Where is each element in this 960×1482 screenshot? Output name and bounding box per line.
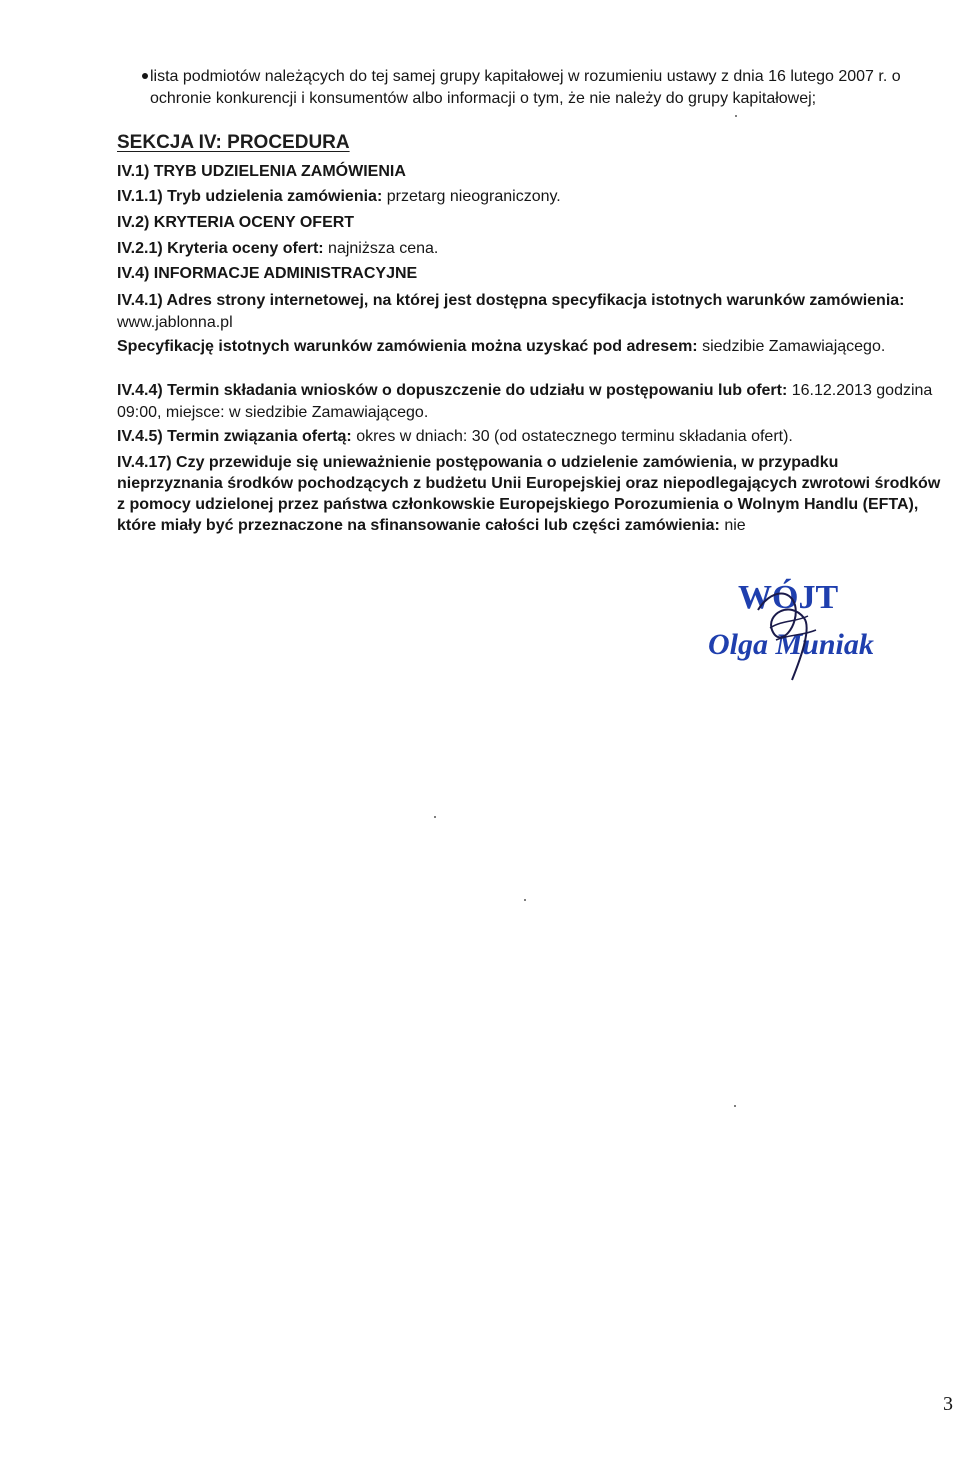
- iv21-value: najniższa cena.: [323, 240, 439, 257]
- bullet-list-item: [150, 66, 940, 110]
- page-number: 3: [943, 1393, 953, 1415]
- iv45-paragraph: [117, 426, 943, 448]
- iv1-heading: IV.1) TRYB UDZIELENIA ZAMÓWIENIA: [117, 163, 406, 180]
- iv44-label: IV.4.4) Termin składania wniosków o dopuszczenie do udziału w postępowaniu lub ofert:: [117, 382, 788, 399]
- iv11-label: IV.1.1) Tryb udzielenia zamówienia:: [117, 188, 383, 205]
- iv21-paragraph: [117, 238, 943, 260]
- iv44-paragraph: [117, 380, 943, 424]
- bullet-text: lista podmiotów należących do tej samej grupy kapitałowej w rozumieniu ustawy z dnia 16 lutego 2007 r. o ochronie konkurencji i konsumentów albo informacji o tym, że nie należy do grupy kapitałowej;: [150, 68, 901, 107]
- scan-speck: [735, 115, 737, 117]
- iv45-label: IV.4.5) Termin związania ofertą:: [117, 428, 352, 445]
- iv45-value: okres w dniach: 30 (od ostatecznego terminu składania ofert).: [351, 428, 793, 445]
- bullet-icon: [142, 73, 148, 79]
- iv417-label: IV.4.17) Czy przewiduje się unieważnienie postępowania o udzielenie zamówienia, w przypadku nieprzyznania środków pochodzących z budżetu Unii Europejskiej oraz niepodlegających zwrotowi środków z pomocy udzielonej przez państwa członkowskie Europejskiego Porozumienia o Wolnym Handlu (EFTA), które miały być przeznaczone na sfinansowanie całości lub części zamówienia:: [117, 454, 941, 534]
- signature-stamp: [700, 570, 930, 690]
- section-title: SEKCJA IV: PROCEDURA: [117, 132, 350, 153]
- scan-speck: [434, 816, 436, 818]
- iv4-heading: IV.4) INFORMACJE ADMINISTRACYJNE: [117, 265, 418, 282]
- scan-speck: [524, 899, 526, 901]
- specification-value: siedzibie Zamawiającego.: [697, 338, 886, 355]
- iv417-paragraph: [117, 452, 943, 536]
- stamp-title: WÓJT: [738, 579, 839, 616]
- iv41-paragraph: [117, 290, 943, 334]
- specification-paragraph: [117, 336, 943, 358]
- specification-label: Specyfikację istotnych warunków zamówienia można uzyskać pod adresem:: [117, 338, 698, 355]
- iv2-heading: IV.2) KRYTERIA OCENY OFERT: [117, 214, 355, 231]
- iv21-label: IV.2.1) Kryteria oceny ofert:: [117, 240, 324, 257]
- iv44-value: 16.12.2013 godzina 09:00, miejsce: w siedzibie Zamawiającego.: [117, 382, 933, 421]
- iv11-value: przetarg nieograniczony.: [382, 188, 561, 205]
- iv11-paragraph: [117, 186, 943, 208]
- iv41-label: IV.4.1) Adres strony internetowej, na której jest dostępna specyfikacja istotnych warunków zamówienia:: [117, 292, 905, 309]
- scan-speck: [734, 1105, 736, 1107]
- stamp-name: Olga Muniak: [708, 628, 874, 661]
- iv417-value: nie: [719, 517, 746, 534]
- iv41-value: www.jablonna.pl: [117, 314, 233, 331]
